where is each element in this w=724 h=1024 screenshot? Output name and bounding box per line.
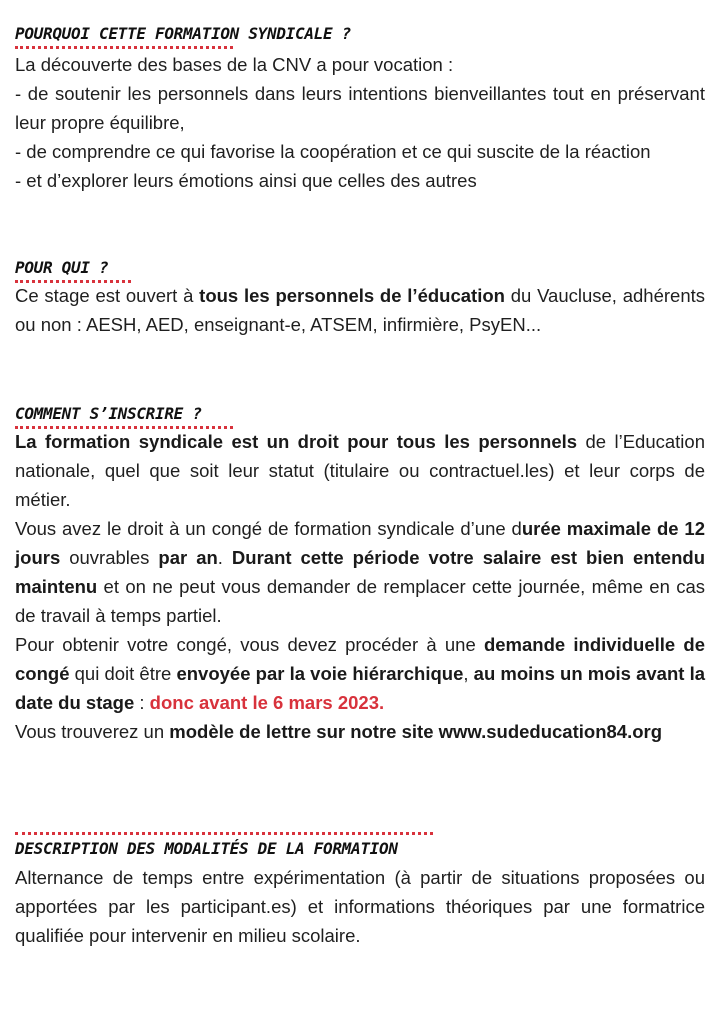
section-body	[15, 281, 705, 339]
list-item: - de soutenir les personnels dans leurs intentions bienveillantes tout en préservant leur propre équilibre,	[15, 83, 705, 133]
section-pourquoi	[15, 24, 705, 195]
bold-text: urée maximale de 12 jours	[15, 518, 705, 568]
paragraph-conge	[15, 514, 705, 630]
text-run: et on ne peut vous demander de remplacer cette journée, même en cas de travail à temps partiel.	[15, 576, 705, 626]
section-description	[15, 832, 705, 950]
bold-text: par an	[158, 547, 218, 568]
paragraph-demande	[15, 630, 705, 717]
section-heading: COMMENT S’INSCRIRE ?	[15, 404, 202, 423]
section-inscription	[15, 404, 705, 746]
text-run: Vous trouverez un	[15, 721, 170, 742]
bold-text: demande individuelle de congé	[15, 634, 705, 684]
paragraph-droit	[15, 427, 705, 514]
section-heading: POUR QUI ?	[15, 258, 109, 277]
dotted-overline	[15, 832, 433, 835]
section-heading: POURQUOI CETTE FORMATION SYNDICALE ?	[15, 24, 351, 43]
bold-text: au moins un mois avant la date du stage	[15, 663, 706, 713]
deadline-highlight: donc avant le 6 mars 2023.	[149, 692, 385, 713]
text-run: :	[134, 692, 150, 713]
text-run: ,	[463, 663, 474, 684]
text-run: ouvrables	[60, 547, 159, 568]
bold-text: La formation syndicale est un droit pour tous les personnels	[15, 431, 578, 452]
intro-line: La découverte des bases de la CNV a pour vocation :	[15, 54, 454, 75]
section-body	[15, 50, 705, 195]
bold-text: envoyée par la voie hiérarchique	[176, 663, 464, 684]
text-run: qui doit être	[69, 663, 177, 684]
bold-text: Durant cette période votre salaire est bien entendu maintenu	[15, 547, 705, 597]
section-heading: DESCRIPTION DES MODALITÉS DE LA FORMATION	[15, 839, 398, 858]
section-body: Alternance de temps entre expérimentation (à partir de situations proposées ou apportées par les participant.es) et informations théoriques par une formatrice qualifiée pour intervenir en milieu scolaire.	[15, 867, 705, 946]
text-run: Pour obtenir votre congé, vous devez procéder à une	[15, 634, 484, 655]
dotted-underline	[15, 46, 233, 49]
bold-text: tous les personnels de l’éducation	[199, 285, 505, 306]
website-link[interactable]: modèle de lettre sur notre site www.sudeducation84.org	[169, 721, 663, 742]
paragraph-modele	[15, 717, 705, 746]
text-run: Ce stage est ouvert à	[15, 285, 200, 306]
list-item: - et d’explorer leurs émotions ainsi que celles des autres	[15, 170, 477, 191]
text-run: .	[217, 547, 232, 568]
list-item: - de comprendre ce qui favorise la coopération et ce qui suscite de la réaction	[15, 141, 651, 162]
section-pour-qui	[15, 258, 705, 339]
text-run: de l’Education nationale, quel que soit leur statut (titulaire ou contractuel.les) et leur corps de métier.	[15, 431, 705, 510]
text-run: Vous avez le droit à un congé de formation syndicale d’une d	[15, 518, 522, 539]
text-run: du Vaucluse, adhérents ou non : AESH, AED, enseignant-e, ATSEM, infirmière, PsyEN...	[15, 285, 706, 335]
